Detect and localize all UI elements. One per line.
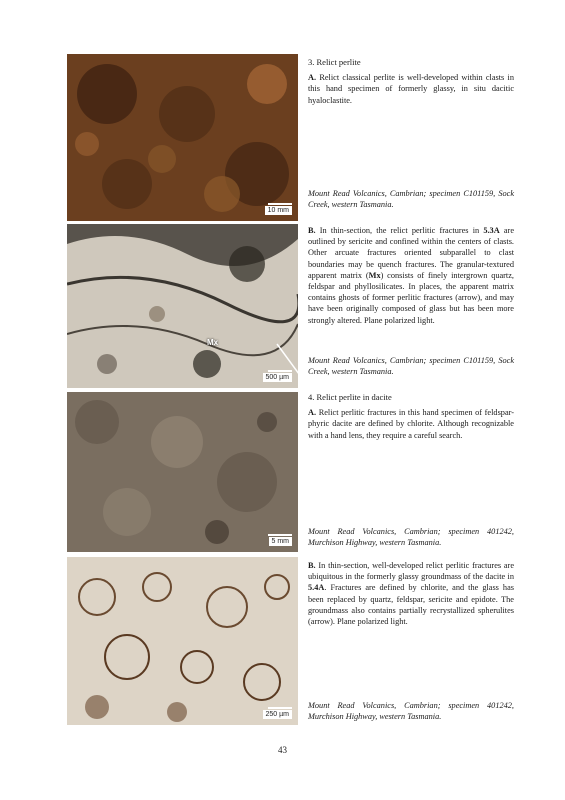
photo-5-3b — [67, 224, 298, 388]
photo-5-3a-texture — [67, 54, 298, 221]
caption-5-4a: A. Relict perlitic fractures in this hand specimen of feldspar-phyric dacite are defined by chlorite. Although recognizable with a hand lens, they require a careful search. — [308, 408, 514, 440]
citation-5-4b: Mount Read Volcanics, Cambrian; specimen 401242, Murchison Highway, western Tasmania. — [308, 701, 514, 722]
scale-bar — [268, 534, 292, 546]
scale-bar — [263, 707, 293, 719]
matrix-label: Mx — [207, 338, 219, 347]
section-heading: 3. Relict perlite — [308, 57, 361, 67]
photo-5-4a — [67, 392, 298, 552]
caption-5-3a: A. Relict classical perlite is well-developed within clasts in this hand specimen of formerly glassy, in situ dacitic hyaloclastite. — [308, 73, 514, 105]
caption-5-3b: B. In thin-section, the relict perlitic fractures in 5.3A are outlined by sericite and confined within the centers of clasts. Other arcuate fractures oriented subparallel to clast boundaries may be quench fractures. The granular-textured apparent matrix (Mx) consists of finely intergrown quartz, feldspar and phyllosilicates. In places, the apparent matrix contains ghosts of former perlitic fractures (arrow), and may have been originally composed of glass but has been more strongly altered. Plane polarized light. — [308, 226, 515, 325]
photo-5-3a — [67, 54, 298, 221]
caption-5-4b-block — [308, 560, 514, 627]
scale-label: 5 mm — [269, 537, 293, 546]
scale-label: 250 µm — [263, 710, 293, 719]
citation-5-3b: Mount Read Volcanics, Cambrian; specimen C101159, Sock Creek, western Tasmania. — [308, 356, 514, 377]
scale-label: 500 µm — [263, 373, 293, 382]
caption-5-4b: B. In thin-section, well-developed relict perlitic fractures are ubiquitous in the formerly glassy groundmass of the dacite in 5.4A. Fractures are defined by chlorite, and the glass has been replaced by quartz, feldspar, sericite and epidote. The groundmass also contains partially recrystallized spherulites (arrow). Plane polarized light. — [308, 561, 515, 627]
scale-label: 10 mm — [265, 206, 292, 215]
citation-5-4a: Mount Read Volcanics, Cambrian; specimen 401242, Murchison Highway, western Tasmania. — [308, 527, 514, 548]
scale-bar — [263, 370, 293, 382]
photo-5-4b — [67, 557, 298, 725]
section-4-text — [308, 392, 514, 441]
scale-bar — [265, 203, 292, 215]
section-3-text — [308, 57, 514, 106]
citation-5-3a: Mount Read Volcanics, Cambrian; specimen C101159, Sock Creek, western Tasmania. — [308, 189, 514, 210]
page-number: 43 — [278, 745, 287, 755]
photo-5-3b-texture — [67, 224, 298, 388]
photo-5-4a-texture — [67, 392, 298, 552]
section-heading: 4. Relict perlite in dacite — [308, 392, 392, 402]
photo-5-4b-texture — [67, 557, 298, 725]
caption-5-3b-block — [308, 225, 514, 326]
